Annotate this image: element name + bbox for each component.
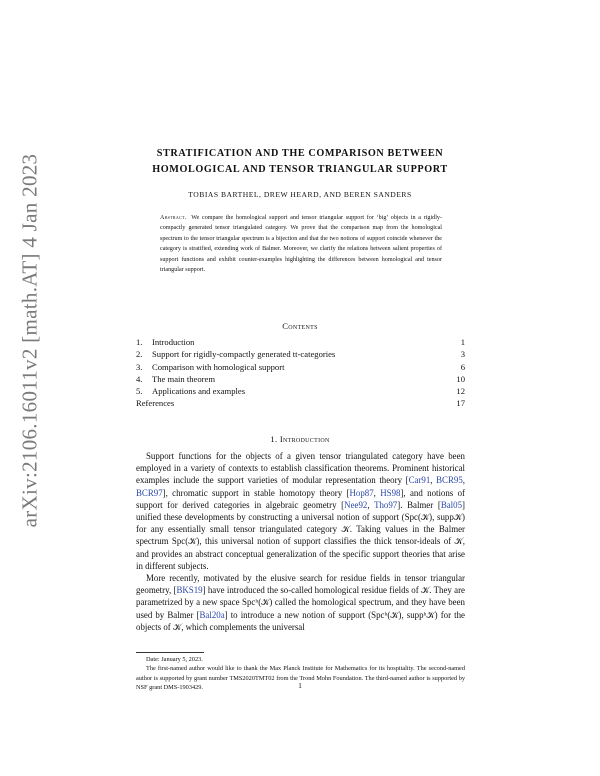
footnote-date: Date: January 5, 2023.	[146, 656, 203, 663]
citation-link[interactable]: Car91	[408, 475, 431, 486]
arxiv-identifier-stamp	[10, 110, 50, 570]
title-line-1: STRATIFICATION AND THE COMPARISON BETWEEN	[156, 148, 444, 159]
abstract	[160, 213, 442, 275]
toc-entry-page: 3	[460, 349, 465, 360]
text-run: ], chromatic support in stable homotopy theory [	[162, 487, 350, 498]
toc-entry-number: 1.	[136, 337, 143, 347]
text-run: ,	[462, 475, 465, 486]
toc-entry[interactable]	[136, 348, 465, 360]
abstract-label: Abstract.	[160, 215, 187, 221]
toc-entry-page: 6	[460, 361, 465, 372]
text-run: ] have introduced the so-called homological residue fields of 𝒦. They are parametrized by a new space Spcʰ(𝒦) called the homological spectrum, and they have been used by Balmer [	[136, 585, 466, 620]
footnote-divider	[136, 652, 204, 653]
author-list: TOBIAS BARTHEL, DREW HEARD, AND BEREN SANDERS	[188, 190, 412, 199]
toc-entry[interactable]	[136, 373, 465, 385]
toc-entry-page: 17	[456, 398, 465, 409]
paper-title	[120, 146, 480, 178]
citation-link[interactable]: Bal05	[440, 499, 463, 510]
text-run: ,	[373, 487, 381, 498]
citation-link[interactable]: Hop87	[349, 487, 374, 498]
toc-entry[interactable]	[136, 336, 465, 348]
citation-link[interactable]: BCR97	[136, 487, 163, 498]
toc-entry[interactable]	[136, 397, 465, 409]
citation-link[interactable]: BCR95	[436, 475, 463, 486]
footnote-acknowledgements: The first-named author would like to thank the Max Planck Institute for Mathematics for its hospitality. The second-named author is supported by grant number TMS2020TMT02 from the Trond Mohn Foundation. The third-named author is supported by NSF grant DMS-1903429.	[136, 665, 465, 692]
toc-entry-number: 4.	[136, 373, 143, 384]
citation-link[interactable]: Nee92	[344, 499, 368, 510]
toc-entry-number: 5.	[136, 386, 143, 397]
text-run: ,	[367, 499, 375, 510]
citation-link[interactable]: HS98	[380, 487, 401, 498]
section-heading: 1. Introduction	[270, 434, 330, 444]
toc-entry-title: The main theorem	[152, 373, 215, 384]
text-run: ] unified these developments by constructing a universal notion of support (Spc(𝒦), supp𝒦) for any essentially small tensor triangulated category 𝒦. Taking values in the Balmer spectrum Spc(𝒦), this universal notion of support classifies the thick tensor-ideals of 𝒦, and provides an abstract conceptual generalization of the specific support theories that arise in different subjects.	[136, 499, 465, 571]
text-run: More recently, motivated by the elusive search for residue fields in tensor triangular geometry, [	[136, 573, 465, 596]
toc-entry-title: Support for rigidly-compactly generated tt-categories	[152, 349, 336, 360]
paragraph	[136, 450, 465, 572]
section-body	[136, 450, 465, 633]
title-line-2: HOMOLOGICAL AND TENSOR TRIANGULAR SUPPORT	[152, 164, 448, 175]
table-of-contents	[136, 336, 465, 410]
text-run: Support functions for the objects of a given tensor triangulated category have been employed in a variety of contexts to establish classification theorems. Prominent historical examples include the support varieties of modular representation theory [	[136, 451, 465, 486]
toc-entry-title: References	[136, 398, 175, 409]
paragraph	[136, 572, 465, 633]
toc-entry-number: 3.	[136, 361, 143, 372]
arxiv-identifier-text: arXiv:2106.16011v2 [math.AT] 4 Jan 2023	[17, 153, 42, 527]
toc-entry[interactable]	[136, 385, 465, 397]
text-run: ]. Balmer [	[397, 499, 441, 510]
toc-entry-page: 1	[460, 337, 465, 347]
citation-link[interactable]: Tho97	[374, 499, 398, 510]
toc-entry[interactable]	[136, 361, 465, 373]
text-run: ], and notions of support for derived categories in algebraic geometry [	[136, 487, 465, 510]
text-run: ] to introduce a new notion of support (Spcʰ(𝒦), suppʰ𝒦) for the objects of 𝒦, which complements the universal	[136, 609, 465, 632]
toc-entry-page: 10	[456, 373, 465, 384]
citation-link[interactable]: BKS19	[176, 585, 203, 596]
page-number: 1	[298, 681, 302, 690]
toc-entry-title: Applications and examples	[152, 386, 246, 397]
citation-link[interactable]: Bal20a	[199, 609, 225, 620]
contents-heading: Contents	[282, 321, 318, 331]
abstract-text: We compare the homological support and tensor triangular support for ‘big’ objects in a rigidly-compactly generated tensor triangulated category. We prove that the comparison map from the homological spectrum to the tensor triangular spectrum is a bijection and that the two notions of support coincide whenever the category is stratified, extending work of Balmer. Moreover, we clarify the relations between salient properties of support functions and exhibit counter-examples highlighting the differences between homological and tensor triangular support.	[160, 215, 442, 274]
text-run: ,	[430, 475, 437, 486]
toc-entry-page: 12	[456, 386, 465, 397]
toc-entry-title: Comparison with homological support	[152, 361, 285, 372]
toc-entry-title: Introduction	[152, 337, 195, 347]
toc-entry-number: 2.	[136, 349, 143, 360]
